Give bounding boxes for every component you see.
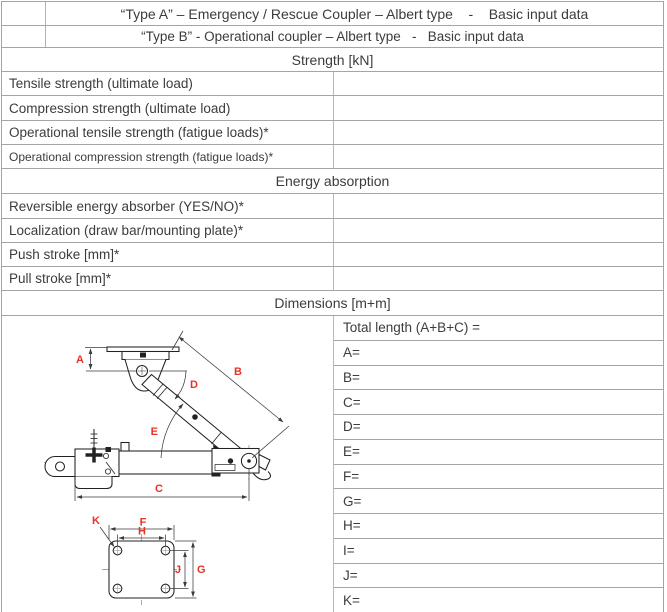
dim-label-H: H (138, 525, 146, 538)
dim-row-label: Total length (A+B+C) = (343, 320, 480, 336)
table-row (334, 415, 663, 440)
type-a-title: “Type A” – Emergency / Rescue Coupler – Albert type - Basic input data (120, 5, 589, 22)
flange-plate (107, 347, 179, 352)
spec-label: Localization (draw bar/mounting plate)* (2, 219, 334, 242)
dim-label-B: B (234, 366, 242, 378)
dim-row-label: J= (343, 567, 358, 583)
spec-table (1, 1, 664, 612)
dim-row-label: B= (343, 369, 360, 385)
table-row (334, 588, 663, 612)
table-row (2, 96, 663, 121)
dim-label-K: K (92, 515, 100, 527)
dim-row-label: K= (343, 592, 360, 608)
dim-row-label: A= (343, 345, 360, 361)
spec-label: Operational tensile strength (fatigue loads)* (2, 121, 334, 144)
arm-bolt (192, 414, 198, 420)
type-b-title: “Type B” - Operational coupler – Albert type - Basic input data (141, 29, 524, 44)
spec-label: Push stroke [mm]* (2, 243, 334, 266)
dim-row-label: D= (343, 419, 361, 435)
header-row-type-b (2, 26, 663, 48)
header-stub-cell (2, 2, 46, 25)
table-row (2, 267, 663, 291)
spec-value-cell (334, 267, 663, 290)
dimensions-block (2, 316, 663, 612)
section-dimensions (2, 291, 663, 316)
table-row (2, 72, 663, 96)
spec-value-cell (334, 194, 663, 218)
drawbar-tube (119, 451, 212, 474)
spec-value-cell (334, 121, 663, 144)
dim-label-A: A (76, 354, 84, 366)
spec-label: Reversible energy absorber (YES/NO)* (2, 194, 334, 218)
coupler-technical-drawing (2, 316, 334, 611)
dim-row-label: G= (343, 493, 362, 509)
dim-label-F: F (139, 516, 147, 529)
spec-value-cell (334, 72, 663, 95)
section-energy-label: Energy absorption (275, 173, 390, 189)
dim-label-D: D (190, 379, 198, 391)
table-row (334, 390, 663, 415)
eye-hole (56, 462, 65, 471)
table-row (334, 564, 663, 589)
section-strength (2, 48, 663, 72)
bracket-bolt (140, 353, 146, 358)
section-strength-label: Strength [kN] (291, 51, 374, 68)
dim-label-G: G (197, 564, 206, 576)
spec-label: Compression strength (ultimate load) (2, 96, 334, 120)
spec-label: Pull stroke [mm]* (2, 267, 334, 290)
dim-row-label: F= (343, 468, 360, 484)
table-row (2, 243, 663, 267)
dim-label-E: E (150, 426, 158, 438)
technical-drawing-cell (2, 316, 334, 612)
dim-row-label: C= (343, 394, 361, 410)
spec-label: Operational compression strength (fatigue loads)* (2, 145, 334, 168)
spec-value-cell (334, 219, 663, 242)
table-row (334, 316, 663, 341)
absorber-block (75, 449, 119, 477)
spec-label: Tensile strength (ultimate load) (2, 72, 334, 95)
header-row-type-a (2, 2, 663, 26)
spec-value-cell (334, 243, 663, 266)
spec-value-cell (334, 145, 663, 168)
spec-value-cell (334, 96, 663, 120)
table-row (334, 341, 663, 366)
dim-row-label: I= (343, 543, 355, 559)
header-stub-cell (2, 26, 46, 47)
table-row (334, 539, 663, 564)
dim-label-J: J (174, 564, 181, 576)
table-row (334, 514, 663, 539)
table-row (2, 145, 663, 169)
mounting-plate-view (92, 515, 206, 605)
table-row (334, 489, 663, 514)
lower-tray (75, 477, 112, 489)
dim-label-C: C (155, 483, 163, 495)
table-row (334, 440, 663, 465)
latch (259, 455, 270, 471)
dimension-value-list (334, 316, 663, 612)
tube-lug (121, 443, 129, 452)
table-row (334, 366, 663, 391)
table-row (2, 194, 663, 219)
section-dimensions-label: Dimensions [m+m] (274, 295, 391, 311)
table-row (334, 465, 663, 490)
dim-row-label: E= (343, 444, 360, 460)
table-row (2, 219, 663, 243)
section-energy (2, 169, 663, 194)
dim-row-label: H= (343, 518, 361, 534)
table-row (2, 121, 663, 145)
